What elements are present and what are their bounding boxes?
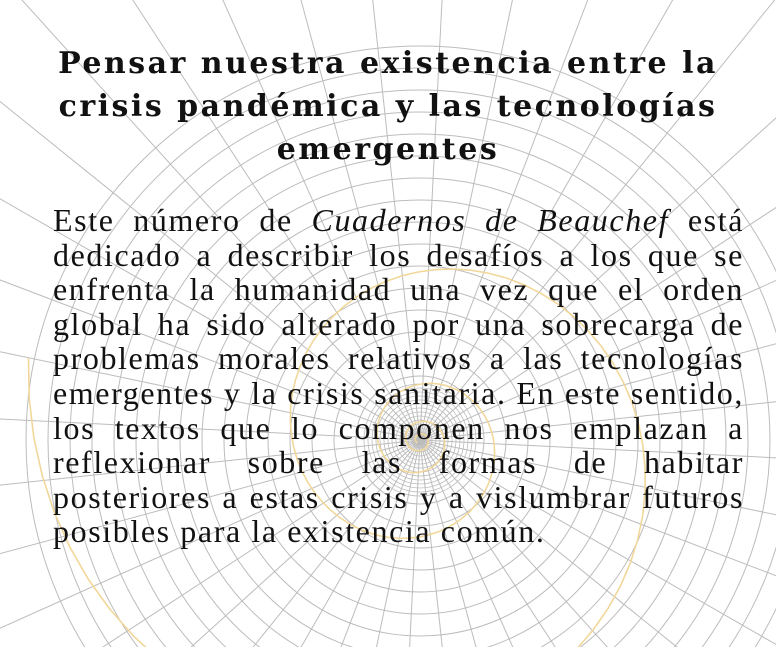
paragraph-rest: está dedicado a describir los desafíos a los que se enfrenta la humanidad una vez que el orden global ha sido alterado por una sobrecarga de problemas morales relativos a las tecnologías emergentes y la crisis sanitaria. En este sentido, los textos que lo componen nos emplazan a reflexionar sobre las formas de habitar posteriores a estas crisis y a vislumbrar futuros posibles para la existencia común. — [53, 202, 745, 550]
intro-paragraph — [53, 203, 744, 549]
paragraph-intro: Este número de — [53, 202, 312, 238]
journal-name: Cuadernos de Beauchef — [311, 202, 670, 238]
page-title: Pensar nuestra existencia entre la crisis pandémica y las tecnologías emergentes — [58, 46, 718, 167]
